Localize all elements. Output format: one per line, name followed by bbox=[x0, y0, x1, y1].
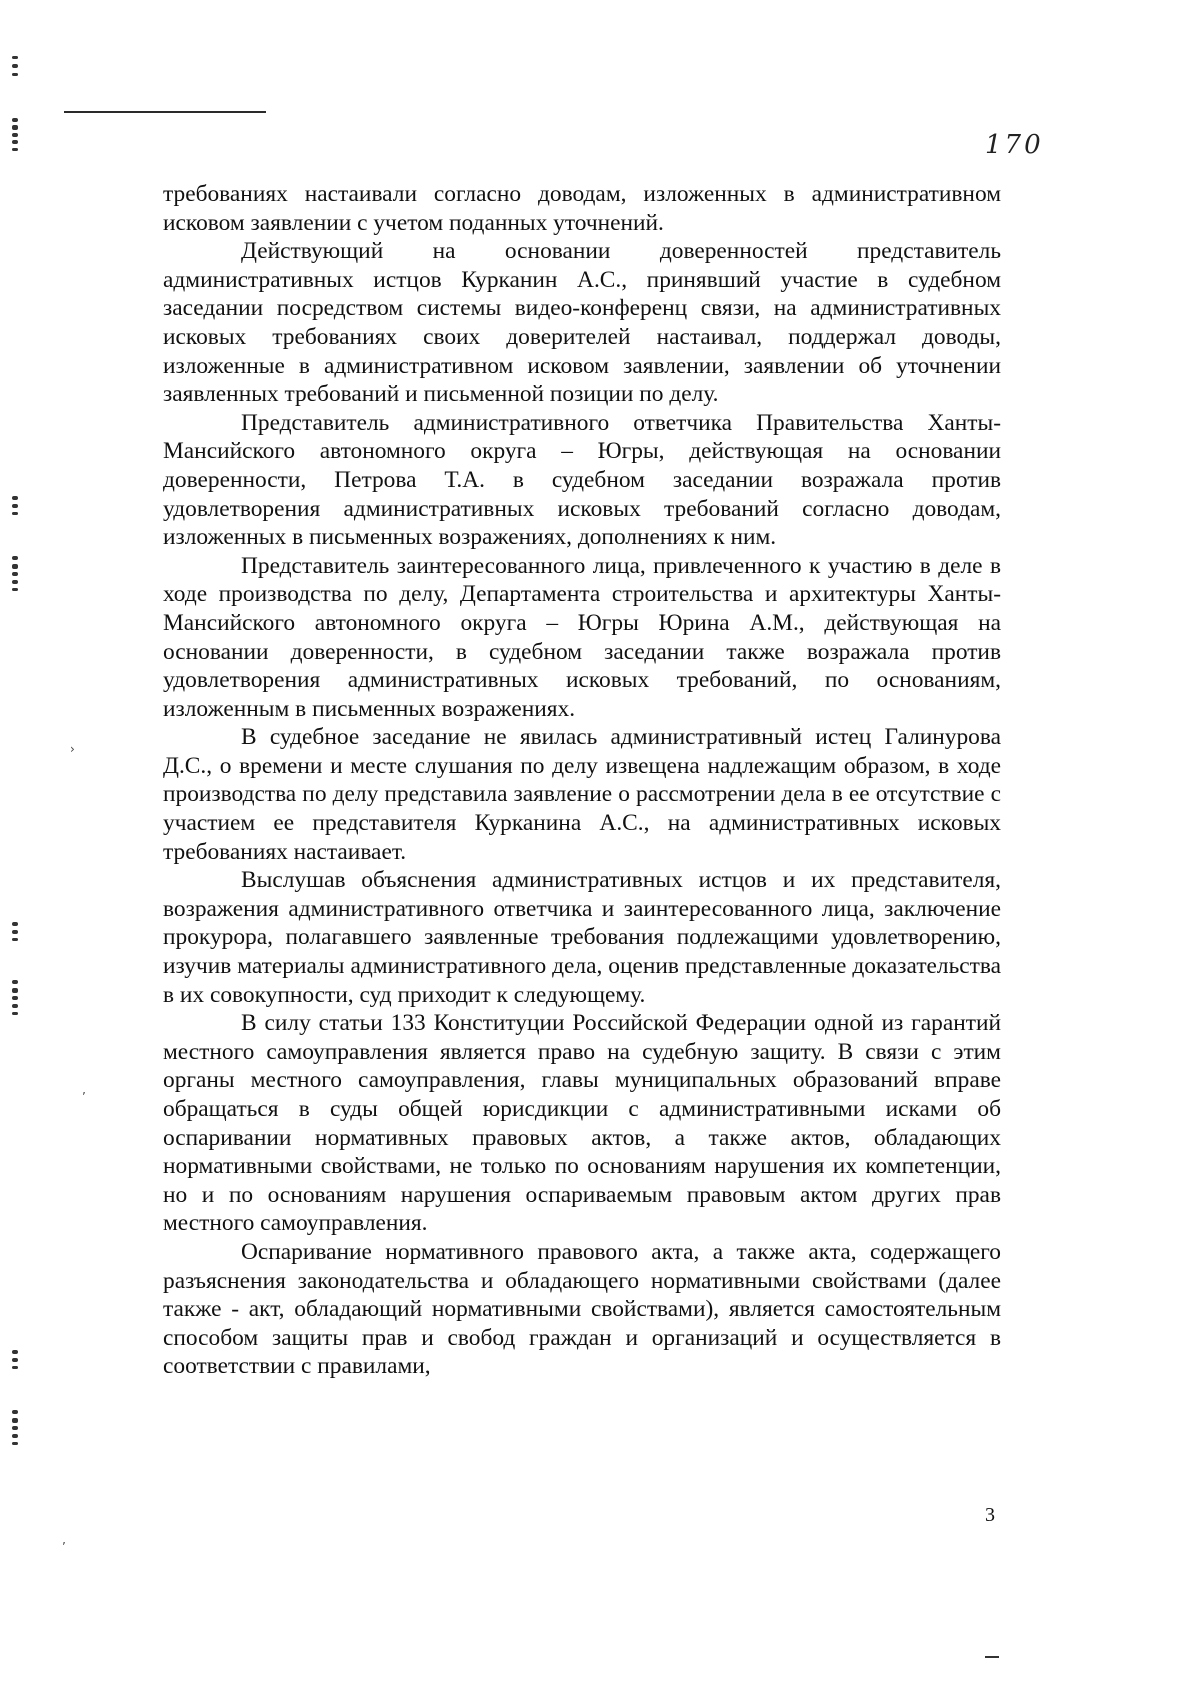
paragraph: Выслушав объяснения административных истцов и их представителя, возражения административного ответчика и заинтересованного лица, заключение прокурора, полагавшего заявленные требования подлежащими удовлетворению, изучив материалы административного дела, оценив представленные доказательства в их совокупности, суд приходит к следующему. bbox=[163, 867, 1001, 1008]
paragraph: Действующий на основании доверенностей представитель административных истцов Курканин А.С., принявший участие в судебном заседании посредством системы видео-конференц связи, на административных исковых требованиях своих доверителей настаивал, поддержал доводы, изложенные в административном исковом заявлении, заявлении об уточнении заявленных требований и письменной позиции по делу. bbox=[163, 238, 1001, 408]
bottom-dash bbox=[985, 1656, 999, 1658]
paragraph: Оспаривание нормативного правового акта, а также акта, содержащего разъяснения законодательства и обладающего нормативными свойствами (далее также - акт, обладающий нормативными свойствами), является самостоятельным способом защиты прав и свобод граждан и организаций и осуществляется в соответствии с правилами, bbox=[163, 1238, 1001, 1380]
scan-artifact-mark: ’ bbox=[82, 1090, 86, 1104]
scan-artifact-mark: ’ bbox=[62, 1540, 66, 1554]
binding-scan-marks bbox=[12, 0, 26, 1686]
header-rule bbox=[64, 111, 266, 113]
scan-artifact-mark: › bbox=[70, 742, 75, 756]
paragraph: Представитель заинтересованного лица, привлеченного к участию в деле в ходе производства по делу, Департамента строительства и архитектуры Ханты-Мансийского автономного округа – Югры Юрина А.М., действующая на основании доверенности, в судебном заседании также возражала против удовлетворения административных исковых требований, по основаниям, изложенным в письменных возражениях. bbox=[163, 552, 1001, 722]
paragraph: требованиях настаивали согласно доводам, изложенных в административном исковом заявлении с учетом поданных уточнений. bbox=[163, 181, 1001, 236]
handwritten-sheet-number: 170 bbox=[985, 130, 1044, 160]
page-number: 3 bbox=[985, 1504, 995, 1526]
paragraph: Представитель административного ответчика Правительства Ханты-Мансийского автономного округа – Югры, действующая на основании доверенности, Петрова Т.А. в судебном заседании возражала против удовлетворения административных исковых требований согласно доводам, изложенных в письменных возражениях, дополнениях к ним. bbox=[163, 409, 1001, 551]
paragraph: В силу статьи 133 Конституции Российской Федерации одной из гарантий местного самоуправления является право на судебную защиту. В связи с этим органы местного самоуправления, главы муниципальных образований вправе обращаться в суды общей юрисдикции с административными исками об оспаривании нормативных правовых актов, а также актов, обладающих нормативными свойствами, не только по основаниям нарушения их компетенции, но и по основаниям нарушения оспариваемым правовым актом других прав местного самоуправления. bbox=[163, 1010, 1001, 1237]
document-body bbox=[163, 180, 1001, 1381]
paragraph: В судебное заседание не явилась административный истец Галинурова Д.С., о времени и месте слушания по делу извещена надлежащим образом, в ходе производства по делу представила заявление о рассмотрении дела в ее отсутствие с участием ее представителя Курканина А.С., на административных исковых требованиях настаивает. bbox=[163, 724, 1001, 865]
